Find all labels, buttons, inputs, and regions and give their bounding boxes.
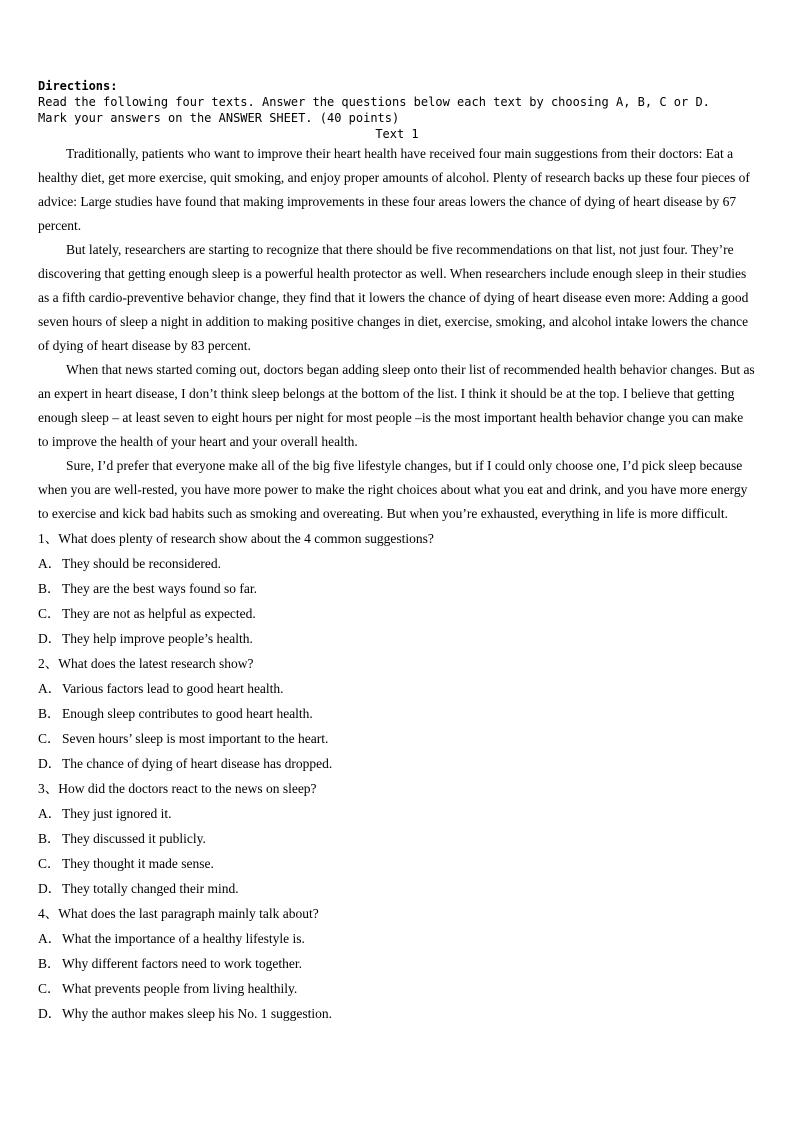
question-stem xyxy=(38,776,756,801)
question-number: 3、 xyxy=(38,781,59,796)
option-letter: D． xyxy=(38,631,62,646)
option-letter: C． xyxy=(38,606,61,621)
directions-body: Read the following four texts. Answer the questions below each text by choosing A, B, C or D. Mark your answers on the ANSWER SHEET. (40 points) xyxy=(38,95,718,125)
question-number: 1、 xyxy=(38,531,59,546)
option-letter: A． xyxy=(38,931,62,946)
question-1 xyxy=(38,526,756,651)
answer-option[interactable] xyxy=(38,701,756,726)
option-letter: B． xyxy=(38,706,61,721)
question-text: What does plenty of research show about the 4 common suggestions? xyxy=(58,531,434,546)
option-letter: A． xyxy=(38,806,62,821)
answer-option[interactable] xyxy=(38,626,756,651)
document-page xyxy=(38,78,756,1026)
option-text: Why the author makes sleep his No. 1 suggestion. xyxy=(62,1006,332,1021)
question-number: 2、 xyxy=(38,656,59,671)
option-text: What the importance of a healthy lifestyle is. xyxy=(62,931,305,946)
option-text: They just ignored it. xyxy=(62,806,172,821)
answer-option[interactable] xyxy=(38,751,756,776)
option-letter: D． xyxy=(38,881,62,896)
answer-option[interactable] xyxy=(38,826,756,851)
passage-paragraph: When that news started coming out, doctors began adding sleep onto their list of recommended health behavior changes. But as an expert in heart disease, I don’t think sleep belongs at the bottom of the list. I think it should be at the top. I believe that getting enough sleep – at least seven to eight hours per night for most people –is the most important health behavior change you can make to improve the health of your heart and your overall health. xyxy=(38,362,755,449)
text-title: Text 1 xyxy=(375,127,419,141)
question-2 xyxy=(38,651,756,776)
passage-paragraph: Traditionally, patients who want to improve their heart health have received four main suggestions from their doctors: Eat a healthy diet, get more exercise, quit smoking, and enjoy proper amounts of alcohol. Plenty of research backs up these four pieces of advice: Large studies have found that making improvements in these four areas lowers the chance of dying of heart disease by 67 percent. xyxy=(38,146,750,233)
question-stem xyxy=(38,651,756,676)
option-letter: B． xyxy=(38,581,61,596)
option-letter: B． xyxy=(38,831,61,846)
option-letter: C． xyxy=(38,856,61,871)
option-text: Seven hours’ sleep is most important to the heart. xyxy=(62,731,329,746)
option-letter: C． xyxy=(38,981,61,996)
option-text: Why different factors need to work together. xyxy=(62,956,303,971)
question-4 xyxy=(38,901,756,1026)
answer-option[interactable] xyxy=(38,726,756,751)
answer-option[interactable] xyxy=(38,876,756,901)
option-text: They thought it made sense. xyxy=(62,856,214,871)
question-text: What does the latest research show? xyxy=(58,656,254,671)
question-3 xyxy=(38,776,756,901)
question-text: What does the last paragraph mainly talk about? xyxy=(58,906,319,921)
question-stem xyxy=(38,526,756,551)
question-number: 4、 xyxy=(38,906,59,921)
passage-paragraph: But lately, researchers are starting to recognize that there should be five recommendations on that list, not just four. They’re discovering that getting enough sleep is a powerful health protector as well. When researchers include enough sleep in their studies as a fifth cardio-preventive behavior change, they find that it lowers the chance of dying of heart disease even more: Adding a good seven hours of sleep a night in addition to making positive changes in diet, exercise, smoking, and alcohol intake lowers the chance of dying of heart disease by 83 percent. xyxy=(38,242,749,353)
option-text: They are the best ways found so far. xyxy=(62,581,257,596)
option-text: They are not as helpful as expected. xyxy=(62,606,256,621)
option-text: The chance of dying of heart disease has dropped. xyxy=(62,756,333,771)
answer-option[interactable] xyxy=(38,976,756,1001)
option-text: They totally changed their mind. xyxy=(62,881,239,896)
answer-option[interactable] xyxy=(38,801,756,826)
answer-option[interactable] xyxy=(38,1001,756,1026)
passage-paragraph: Sure, I’d prefer that everyone make all of the big five lifestyle changes, but if I could only choose one, I’d pick sleep because when you are well-rested, you have more power to make the right choices about what you eat and drink, and you have more energy to exercise and kick bad habits such as smoking and overeating. But when you’re exhausted, everything in life is more difficult. xyxy=(38,458,748,521)
option-letter: A． xyxy=(38,681,62,696)
option-text: They discussed it publicly. xyxy=(62,831,206,846)
answer-option[interactable] xyxy=(38,926,756,951)
option-letter: D． xyxy=(38,1006,62,1021)
option-letter: A． xyxy=(38,556,62,571)
question-text: How did the doctors react to the news on sleep? xyxy=(58,781,317,796)
question-stem xyxy=(38,901,756,926)
option-text: They help improve people’s health. xyxy=(62,631,253,646)
option-text: What prevents people from living healthily. xyxy=(62,981,298,996)
answer-option[interactable] xyxy=(38,951,756,976)
option-letter: B． xyxy=(38,956,61,971)
option-text: They should be reconsidered. xyxy=(62,556,221,571)
answer-option[interactable] xyxy=(38,576,756,601)
answer-option[interactable] xyxy=(38,601,756,626)
directions-title: Directions: xyxy=(38,79,118,93)
option-letter: C． xyxy=(38,731,61,746)
option-text: Enough sleep contributes to good heart health. xyxy=(62,706,313,721)
answer-option[interactable] xyxy=(38,551,756,576)
answer-option[interactable] xyxy=(38,676,756,701)
answer-option[interactable] xyxy=(38,851,756,876)
option-letter: D． xyxy=(38,756,62,771)
option-text: Various factors lead to good heart health. xyxy=(62,681,284,696)
